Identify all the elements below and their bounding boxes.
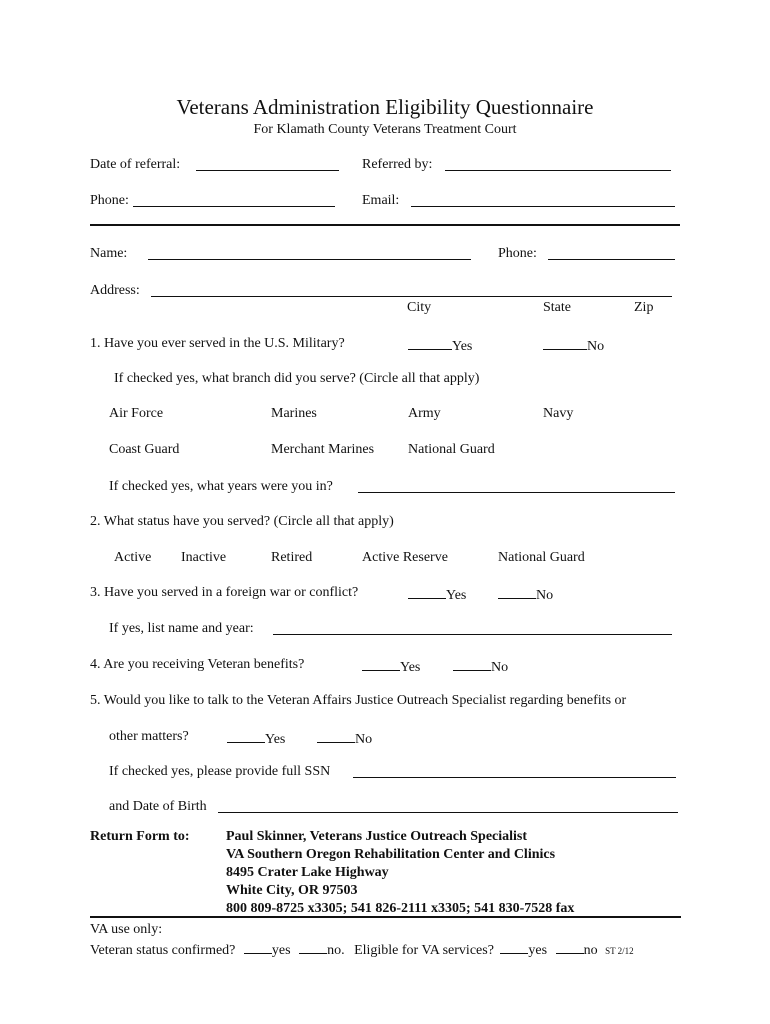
va-status-no-blank[interactable] bbox=[299, 940, 327, 954]
q3-yes-blank[interactable] bbox=[408, 585, 446, 599]
referral-email-label: Email: bbox=[362, 193, 400, 208]
address-field[interactable] bbox=[151, 296, 672, 297]
status-active[interactable]: Active bbox=[114, 550, 152, 565]
q1-years-prompt: If checked yes, what years were you in? bbox=[109, 479, 333, 494]
q3-no-option[interactable] bbox=[498, 585, 553, 604]
date-of-referral-field[interactable] bbox=[196, 170, 339, 171]
q4-no-label: No bbox=[491, 660, 509, 675]
q5-no-label: No bbox=[355, 732, 373, 747]
q1-yes-blank[interactable] bbox=[408, 336, 452, 350]
name-label: Name: bbox=[90, 246, 128, 261]
city-label: City bbox=[407, 300, 432, 315]
return-organization: VA Southern Oregon Rehabilitation Center and Clinics bbox=[226, 847, 556, 862]
form-subtitle: For Klamath County Veterans Treatment Court bbox=[253, 122, 517, 137]
va-eligible-yes-blank[interactable] bbox=[500, 940, 528, 954]
va-status-row bbox=[90, 940, 634, 959]
question-5-text: 5. Would you like to talk to the Veteran Affairs Justice Outreach Specialist regarding benefits or bbox=[90, 693, 627, 708]
return-street: 8495 Crater Lake Highway bbox=[226, 865, 389, 880]
va-status-no-label: no. bbox=[327, 943, 345, 958]
q3-no-label: No bbox=[536, 588, 554, 603]
q3-no-blank[interactable] bbox=[498, 585, 536, 599]
question-4-text: 4. Are you receiving Veteran benefits? bbox=[90, 657, 305, 672]
question-2-text: 2. What status have you served? (Circle all that apply) bbox=[90, 514, 394, 529]
address-label: Address: bbox=[90, 283, 140, 298]
q5-no-blank[interactable] bbox=[317, 729, 355, 743]
branch-navy[interactable]: Navy bbox=[543, 406, 574, 421]
q3-followup-field[interactable] bbox=[273, 634, 672, 635]
applicant-phone-field[interactable] bbox=[548, 259, 675, 260]
q1-no-blank[interactable] bbox=[543, 336, 587, 350]
branch-merchant-marines[interactable]: Merchant Marines bbox=[271, 442, 375, 457]
branch-army[interactable]: Army bbox=[408, 406, 441, 421]
q5-yes-option[interactable] bbox=[227, 729, 285, 748]
question-3-text: 3. Have you served in a foreign war or conflict? bbox=[90, 585, 359, 600]
zip-label: Zip bbox=[634, 300, 654, 315]
q1-branch-prompt: If checked yes, what branch did you serve? (Circle all that apply) bbox=[114, 371, 480, 386]
q3-followup-prompt: If yes, list name and year: bbox=[109, 621, 254, 636]
q1-no-label: No bbox=[587, 339, 605, 354]
branch-national-guard[interactable]: National Guard bbox=[408, 442, 495, 457]
form-code: ST 2/12 bbox=[605, 946, 634, 956]
va-eligible-text: Eligible for VA services? bbox=[354, 943, 494, 958]
va-status-text: Veteran status confirmed? bbox=[90, 943, 236, 958]
return-contact-name: Paul Skinner, Veterans Justice Outreach Specialist bbox=[226, 829, 528, 844]
referral-phone-label: Phone: bbox=[90, 193, 129, 208]
branch-air-force[interactable]: Air Force bbox=[109, 406, 164, 421]
q3-yes-label: Yes bbox=[446, 588, 467, 603]
state-label: State bbox=[543, 300, 571, 315]
branch-coast-guard[interactable]: Coast Guard bbox=[109, 442, 180, 457]
status-active-reserve[interactable]: Active Reserve bbox=[362, 550, 448, 565]
return-form-label: Return Form to: bbox=[90, 829, 190, 844]
form-title: Veterans Administration Eligibility Questionnaire bbox=[176, 95, 594, 119]
dob-field[interactable] bbox=[218, 812, 678, 813]
q4-no-blank[interactable] bbox=[453, 657, 491, 671]
q5-dob-prompt: and Date of Birth bbox=[109, 799, 207, 814]
q4-yes-blank[interactable] bbox=[362, 657, 400, 671]
q1-no-option[interactable] bbox=[543, 336, 604, 355]
q4-yes-option[interactable] bbox=[362, 657, 420, 676]
branch-marines[interactable]: Marines bbox=[271, 406, 317, 421]
q5-yes-blank[interactable] bbox=[227, 729, 265, 743]
q1-yes-option[interactable] bbox=[408, 336, 472, 355]
name-field[interactable] bbox=[148, 259, 471, 260]
q5-yes-label: Yes bbox=[265, 732, 286, 747]
question-1-text: 1. Have you ever served in the U.S. Military? bbox=[90, 336, 345, 351]
q1-years-field[interactable] bbox=[358, 492, 675, 493]
referred-by-label: Referred by: bbox=[362, 157, 433, 172]
va-eligible-yes-label: yes bbox=[528, 943, 548, 958]
va-use-only-label: VA use only: bbox=[90, 922, 163, 937]
q1-yes-label: Yes bbox=[452, 339, 473, 354]
ssn-field[interactable] bbox=[353, 777, 676, 778]
section-divider bbox=[90, 224, 680, 226]
status-retired[interactable]: Retired bbox=[271, 550, 313, 565]
date-of-referral-label: Date of referral: bbox=[90, 157, 181, 172]
status-national-guard[interactable]: National Guard bbox=[498, 550, 585, 565]
referral-email-field[interactable] bbox=[411, 206, 675, 207]
q3-yes-option[interactable] bbox=[408, 585, 466, 604]
va-eligible-no-blank[interactable] bbox=[556, 940, 584, 954]
applicant-phone-label: Phone: bbox=[498, 246, 537, 261]
referral-phone-field[interactable] bbox=[133, 206, 335, 207]
q5-no-option[interactable] bbox=[317, 729, 372, 748]
va-only-divider bbox=[90, 916, 681, 918]
va-status-yes-blank[interactable] bbox=[244, 940, 272, 954]
referred-by-field[interactable] bbox=[445, 170, 671, 171]
return-phones: 800 809-8725 x3305; 541 826-2111 x3305; 541 830-7528 fax bbox=[226, 901, 575, 916]
q5-ssn-prompt: If checked yes, please provide full SSN bbox=[109, 764, 331, 779]
status-inactive[interactable]: Inactive bbox=[181, 550, 227, 565]
q4-yes-label: Yes bbox=[400, 660, 421, 675]
va-eligible-no-label: no bbox=[583, 943, 598, 958]
q4-no-option[interactable] bbox=[453, 657, 508, 676]
va-status-yes-label: yes bbox=[271, 943, 291, 958]
return-city-state: White City, OR 97503 bbox=[226, 883, 358, 898]
question-5-text-continued: other matters? bbox=[109, 729, 189, 744]
